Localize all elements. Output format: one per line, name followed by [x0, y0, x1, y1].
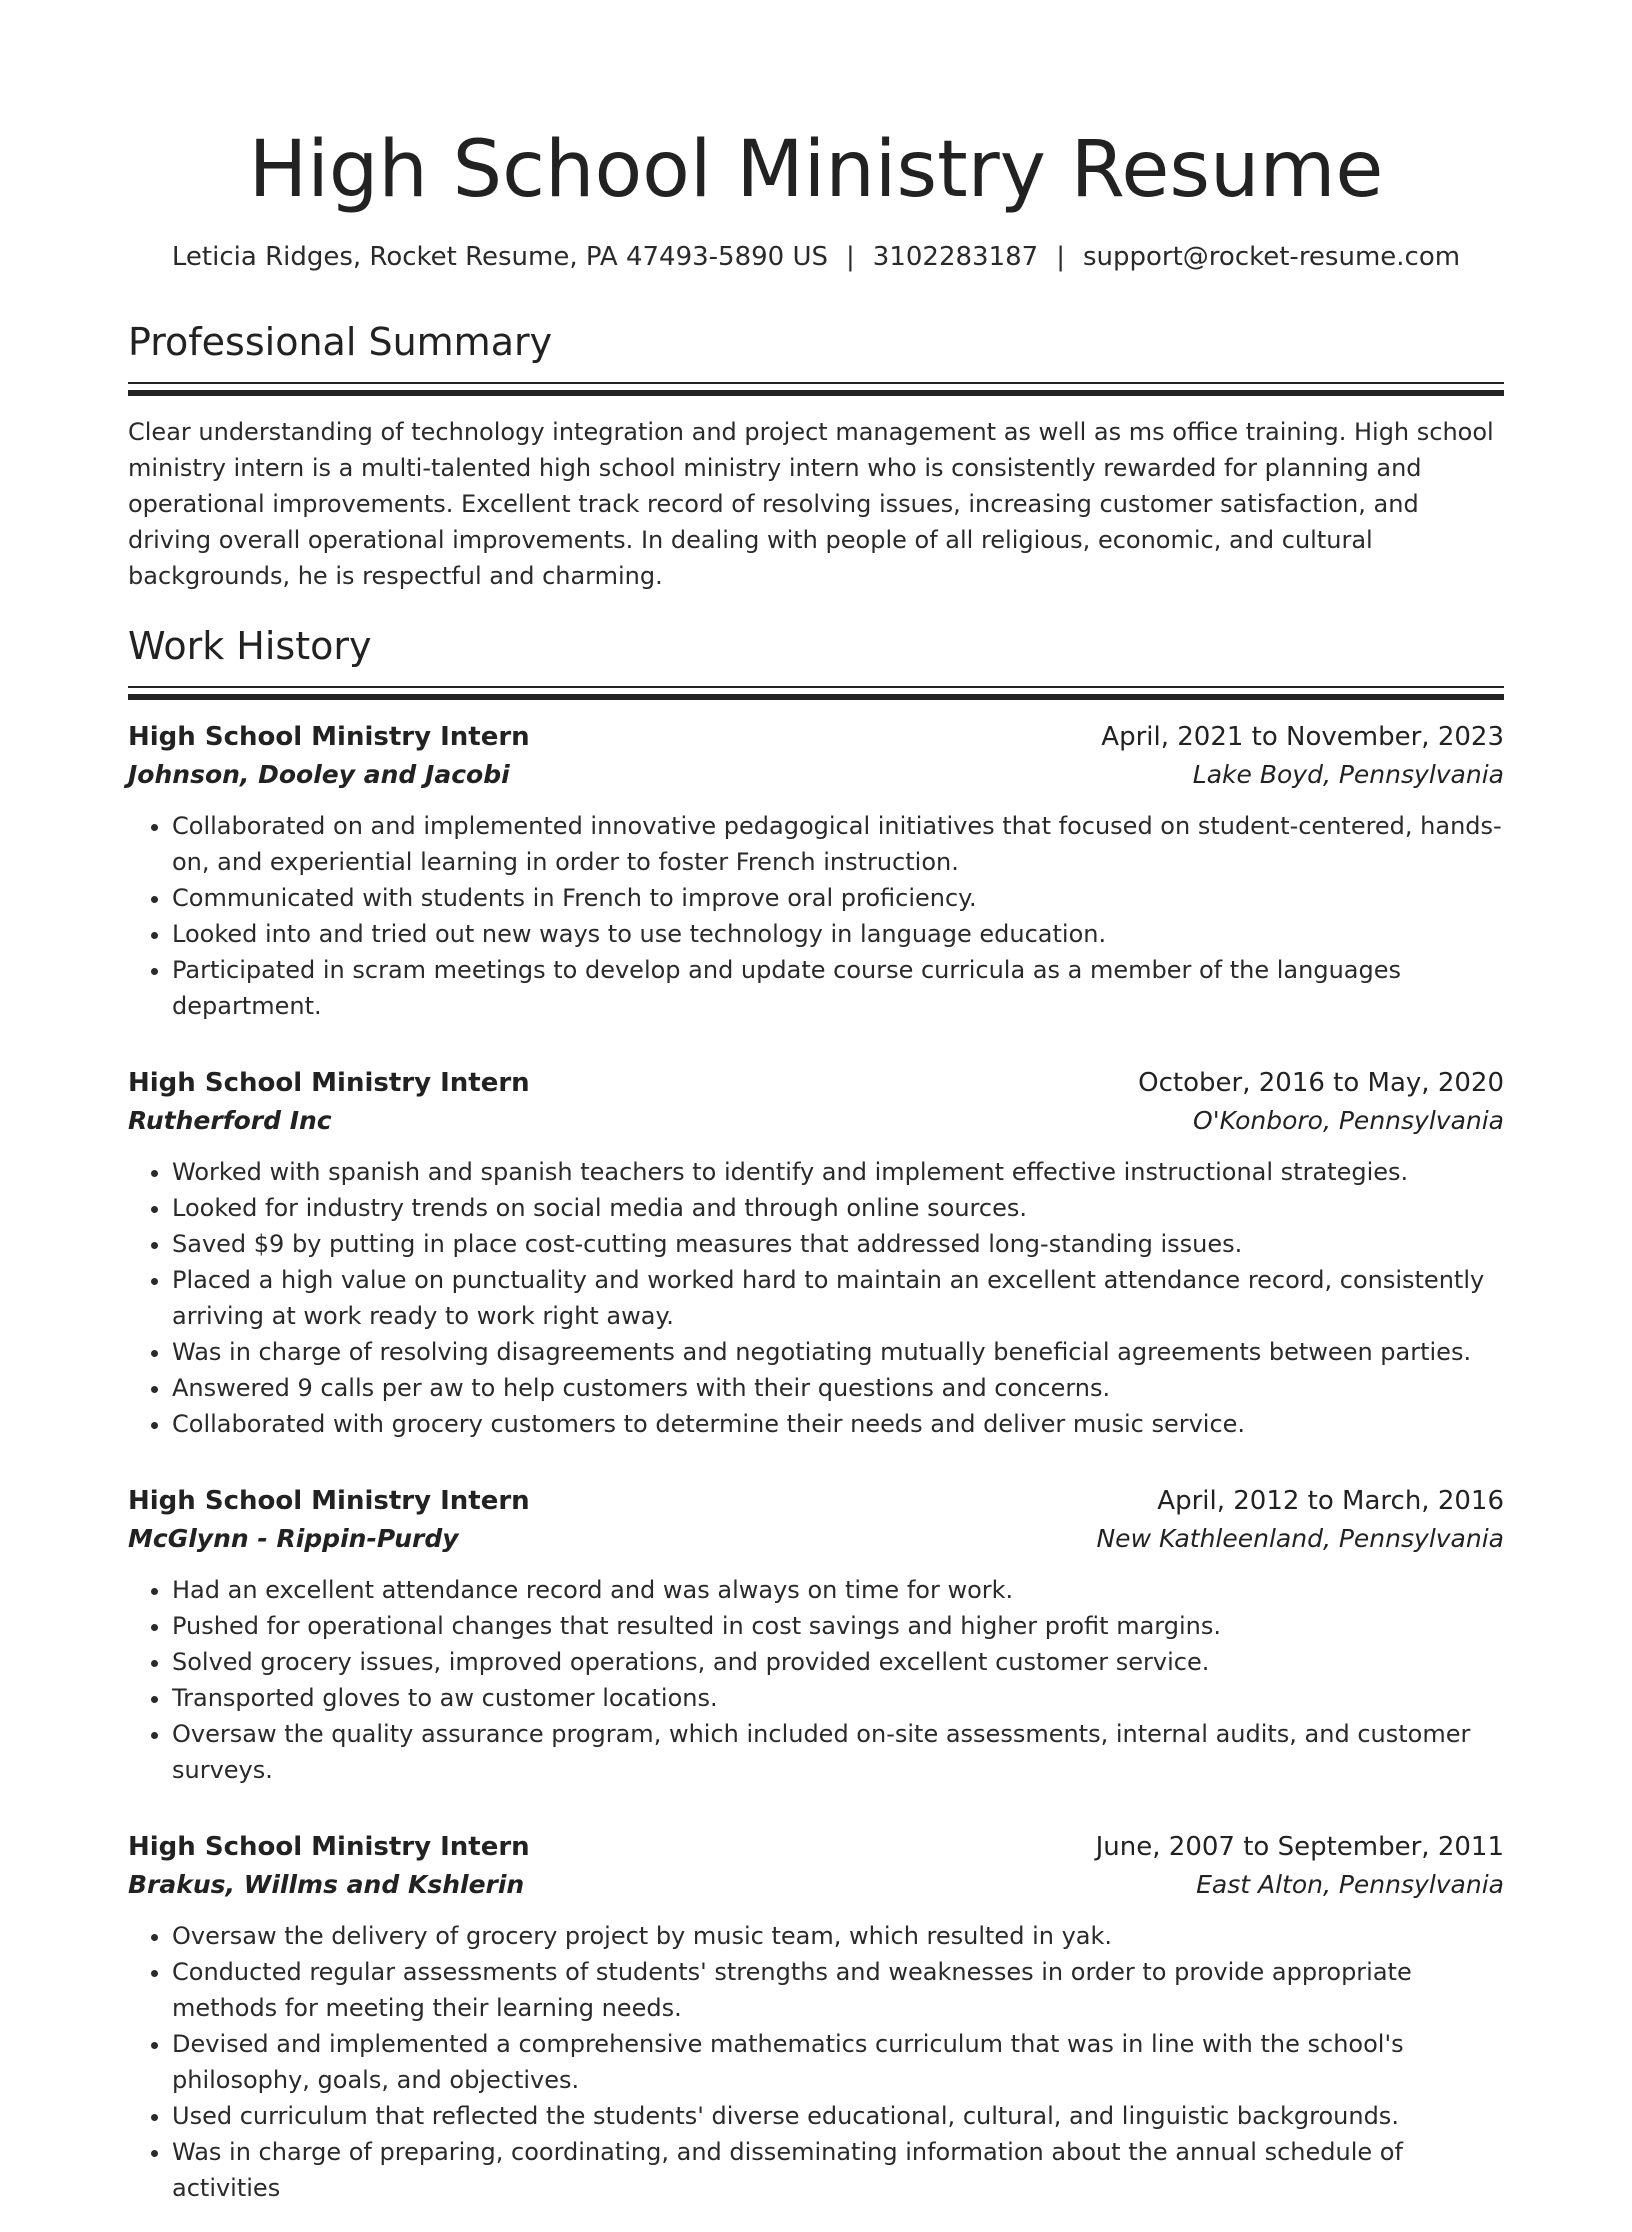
job-bullet: • Worked with spanish and spanish teachers to identify and implement effective instructional strategies.: [172, 1154, 1504, 1190]
job-company-row: [128, 756, 1504, 794]
job-dates: June, 2007 to September, 2011: [1095, 1832, 1504, 1862]
contact-separator: |: [846, 242, 855, 272]
job-header-row: [128, 1064, 1504, 1102]
contact-email: support@rocket-resume.com: [1082, 242, 1461, 272]
job-header-row: [128, 1828, 1504, 1866]
job-entry: [128, 1064, 1504, 1442]
job-bullet: • Was in charge of resolving disagreements and negotiating mutually beneficial agreements between parties.: [172, 1334, 1504, 1370]
section-divider: [128, 382, 1504, 396]
job-location: O'Konboro, Pennsylvania: [1193, 1106, 1504, 1135]
job-bullet: • Conducted regular assessments of students' strengths and weaknesses in order to provide appropriate methods for meeting their learning needs.: [172, 1954, 1504, 2026]
job-bullet: • Looked into and tried out new ways to use technology in language education.: [172, 916, 1504, 952]
job-bullet: • Communicated with students in French to improve oral proficiency.: [172, 880, 1504, 916]
job-company: Brakus, Willms and Kshlerin: [128, 1870, 525, 1899]
job-bullet-list: [128, 1572, 1504, 1788]
job-entry: [128, 718, 1504, 1024]
section-divider: [128, 686, 1504, 700]
job-dates: October, 2016 to May, 2020: [1138, 1068, 1504, 1098]
resume-page: [0, 120, 1632, 2232]
job-dates: April, 2021 to November, 2023: [1101, 722, 1504, 752]
job-header-row: [128, 718, 1504, 756]
job-entry: [128, 1828, 1504, 2206]
job-bullet: • Collaborated with grocery customers to determine their needs and deliver music service.: [172, 1406, 1504, 1442]
job-bullet: • Participated in scram meetings to develop and update course curricula as a member of the languages department.: [172, 952, 1504, 1024]
job-bullet-list: [128, 1918, 1504, 2206]
job-bullet: • Devised and implemented a comprehensive mathematics curriculum that was in line with the school's philosophy, goals, and objectives.: [172, 2026, 1504, 2098]
job-location: East Alton, Pennsylvania: [1196, 1870, 1504, 1899]
job-company-row: [128, 1866, 1504, 1904]
job-bullet: • Transported gloves to aw customer locations.: [172, 1680, 1504, 1716]
job-company-row: [128, 1520, 1504, 1558]
summary-section: [128, 318, 1504, 594]
job-bullet: • Solved grocery issues, improved operations, and provided excellent customer service.: [172, 1644, 1504, 1680]
job-dates: April, 2012 to March, 2016: [1157, 1486, 1504, 1516]
job-bullet-list: [128, 808, 1504, 1024]
job-bullet: • Looked for industry trends on social media and through online sources.: [172, 1190, 1504, 1226]
job-bullet: • Pushed for operational changes that resulted in cost savings and higher profit margins.: [172, 1608, 1504, 1644]
job-location: New Kathleenland, Pennsylvania: [1096, 1524, 1504, 1553]
summary-text: Clear understanding of technology integration and project management as well as ms office training. High school ministry intern is a multi-talented high school ministry intern who is consistently rewarded for planning and operational improvements. Excellent track record of resolving issues, increasing customer satisfaction, and driving overall operational improvements. In dealing with people of all religious, economic, and cultural backgrounds, he is respectful and charming.: [128, 418, 1494, 590]
job-company-row: [128, 1102, 1504, 1140]
job-bullet: • Saved $9 by putting in place cost-cutting measures that addressed long-standing issues.: [172, 1226, 1504, 1262]
contact-line: [128, 240, 1504, 274]
job-company: Johnson, Dooley and Jacobi: [128, 760, 510, 789]
job-bullet: • Had an excellent attendance record and was always on time for work.: [172, 1572, 1504, 1608]
job-bullet: • Placed a high value on punctuality and worked hard to maintain an excellent attendance record, consistently arriving at work ready to work right away.: [172, 1262, 1504, 1334]
summary-heading: Professional Summary: [128, 320, 553, 364]
job-bullet: • Collaborated on and implemented innovative pedagogical initiatives that focused on student-centered, hands-on, and experiential learning in order to foster French instruction.: [172, 808, 1504, 880]
contact-phone: 3102283187: [872, 242, 1039, 272]
job-location: Lake Boyd, Pennsylvania: [1192, 760, 1504, 789]
job-list: [128, 718, 1504, 2206]
job-title: High School Ministry Intern: [128, 1832, 530, 1862]
job-entry: [128, 1482, 1504, 1788]
resume-title: High School Ministry Resume: [248, 125, 1384, 215]
job-company: McGlynn - Rippin-Purdy: [128, 1524, 459, 1553]
job-bullet-list: [128, 1154, 1504, 1442]
job-company: Rutherford Inc: [128, 1106, 332, 1135]
job-header-row: [128, 1482, 1504, 1520]
job-bullet: • Answered 9 calls per aw to help customers with their questions and concerns.: [172, 1370, 1504, 1406]
job-bullet: • Used curriculum that reflected the students' diverse educational, cultural, and linguistic backgrounds.: [172, 2098, 1504, 2134]
contact-address: Leticia Ridges, Rocket Resume, PA 47493-5890 US: [171, 242, 829, 272]
job-title: High School Ministry Intern: [128, 722, 530, 752]
work-history-heading: Work History: [128, 624, 372, 668]
work-history-section: [128, 622, 1504, 2206]
job-title: High School Ministry Intern: [128, 1068, 530, 1098]
job-bullet: • Oversaw the delivery of grocery project by music team, which resulted in yak.: [172, 1918, 1504, 1954]
contact-separator: |: [1056, 242, 1065, 272]
job-bullet: • Oversaw the quality assurance program, which included on-site assessments, internal audits, and customer surveys.: [172, 1716, 1504, 1788]
job-bullet: • Was in charge of preparing, coordinating, and disseminating information about the annual schedule of activities: [172, 2134, 1504, 2206]
job-title: High School Ministry Intern: [128, 1486, 530, 1516]
